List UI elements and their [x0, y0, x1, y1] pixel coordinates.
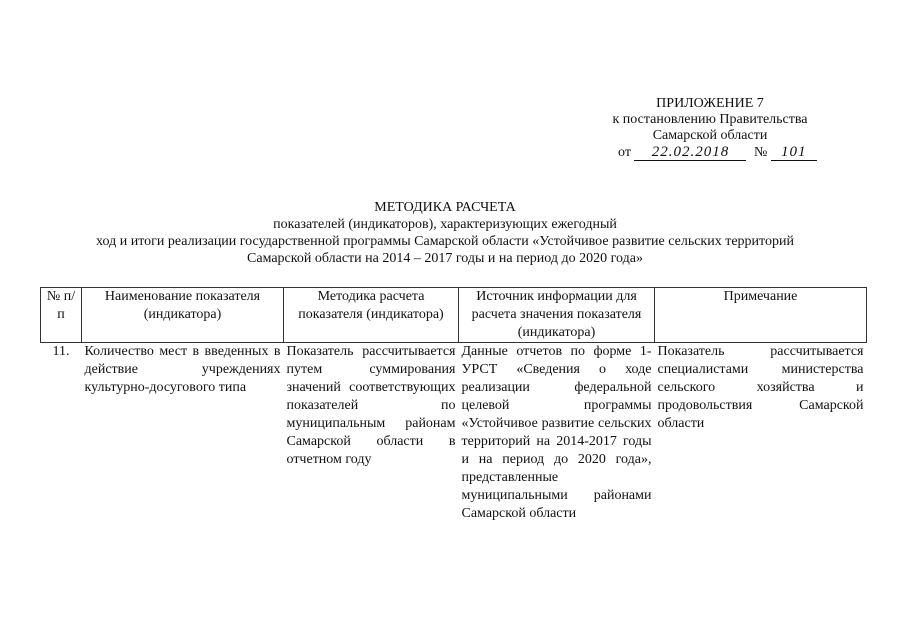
row-method: Показатель рассчитывается путем суммирования значений соответствующих показателей по муниципальным районам Самарской области в отчетном году: [286, 344, 456, 467]
date-prefix: от: [618, 145, 631, 160]
title-line-3: Самарской области на 2014 – 2017 годы и на период до 2020 года»: [247, 251, 643, 266]
title-line-2: ход и итоги реализации государственной программы Самарской области «Устойчивое развитие сельских территорий: [96, 234, 794, 249]
header-note: Примечание: [655, 288, 867, 343]
appendix-line-1: к постановлению Правительства: [612, 112, 808, 127]
header-source: Источник информации для расчета значения показателя (индикатора): [459, 288, 655, 343]
appendix-block: [560, 96, 860, 161]
date-value: 22.02.2018: [634, 145, 746, 161]
header-number: № п/п: [41, 288, 82, 343]
row-source: Данные отчетов по форме 1-УРСТ «Сведения о ходе реализации федеральной целевой программы «Устойчивое развитие сельских территорий на 2014-2017 годы и на период до 2020 года», представленные муниципальными районами Самарской области: [461, 344, 652, 521]
appendix-line-2: Самарской области: [652, 128, 768, 143]
methodology-table: [40, 287, 867, 523]
title-line-1: показателей (индикаторов), характеризующих ежегодный: [273, 217, 617, 232]
title-heading: МЕТОДИКА РАСЧЕТА: [374, 200, 516, 215]
header-name: Наименование показателя (индикатора): [82, 288, 284, 343]
row-name: Количество мест в введенных в действие учреждениях культурно-досугового типа: [84, 344, 281, 395]
number-value: 101: [771, 145, 817, 161]
row-note: Показатель рассчитывается специалистами министерства сельского хозяйства и продовольствия Самарской области: [657, 344, 864, 431]
document-title: [40, 199, 850, 267]
appendix-title: ПРИЛОЖЕНИЕ 7: [656, 96, 764, 111]
number-prefix: №: [753, 145, 768, 160]
table-header-row: [41, 288, 867, 343]
appendix-date-line: [560, 145, 860, 161]
row-number: 11.: [52, 344, 70, 359]
table-row: [41, 343, 867, 524]
header-method: Методика расчета показателя (индикатора): [284, 288, 459, 343]
